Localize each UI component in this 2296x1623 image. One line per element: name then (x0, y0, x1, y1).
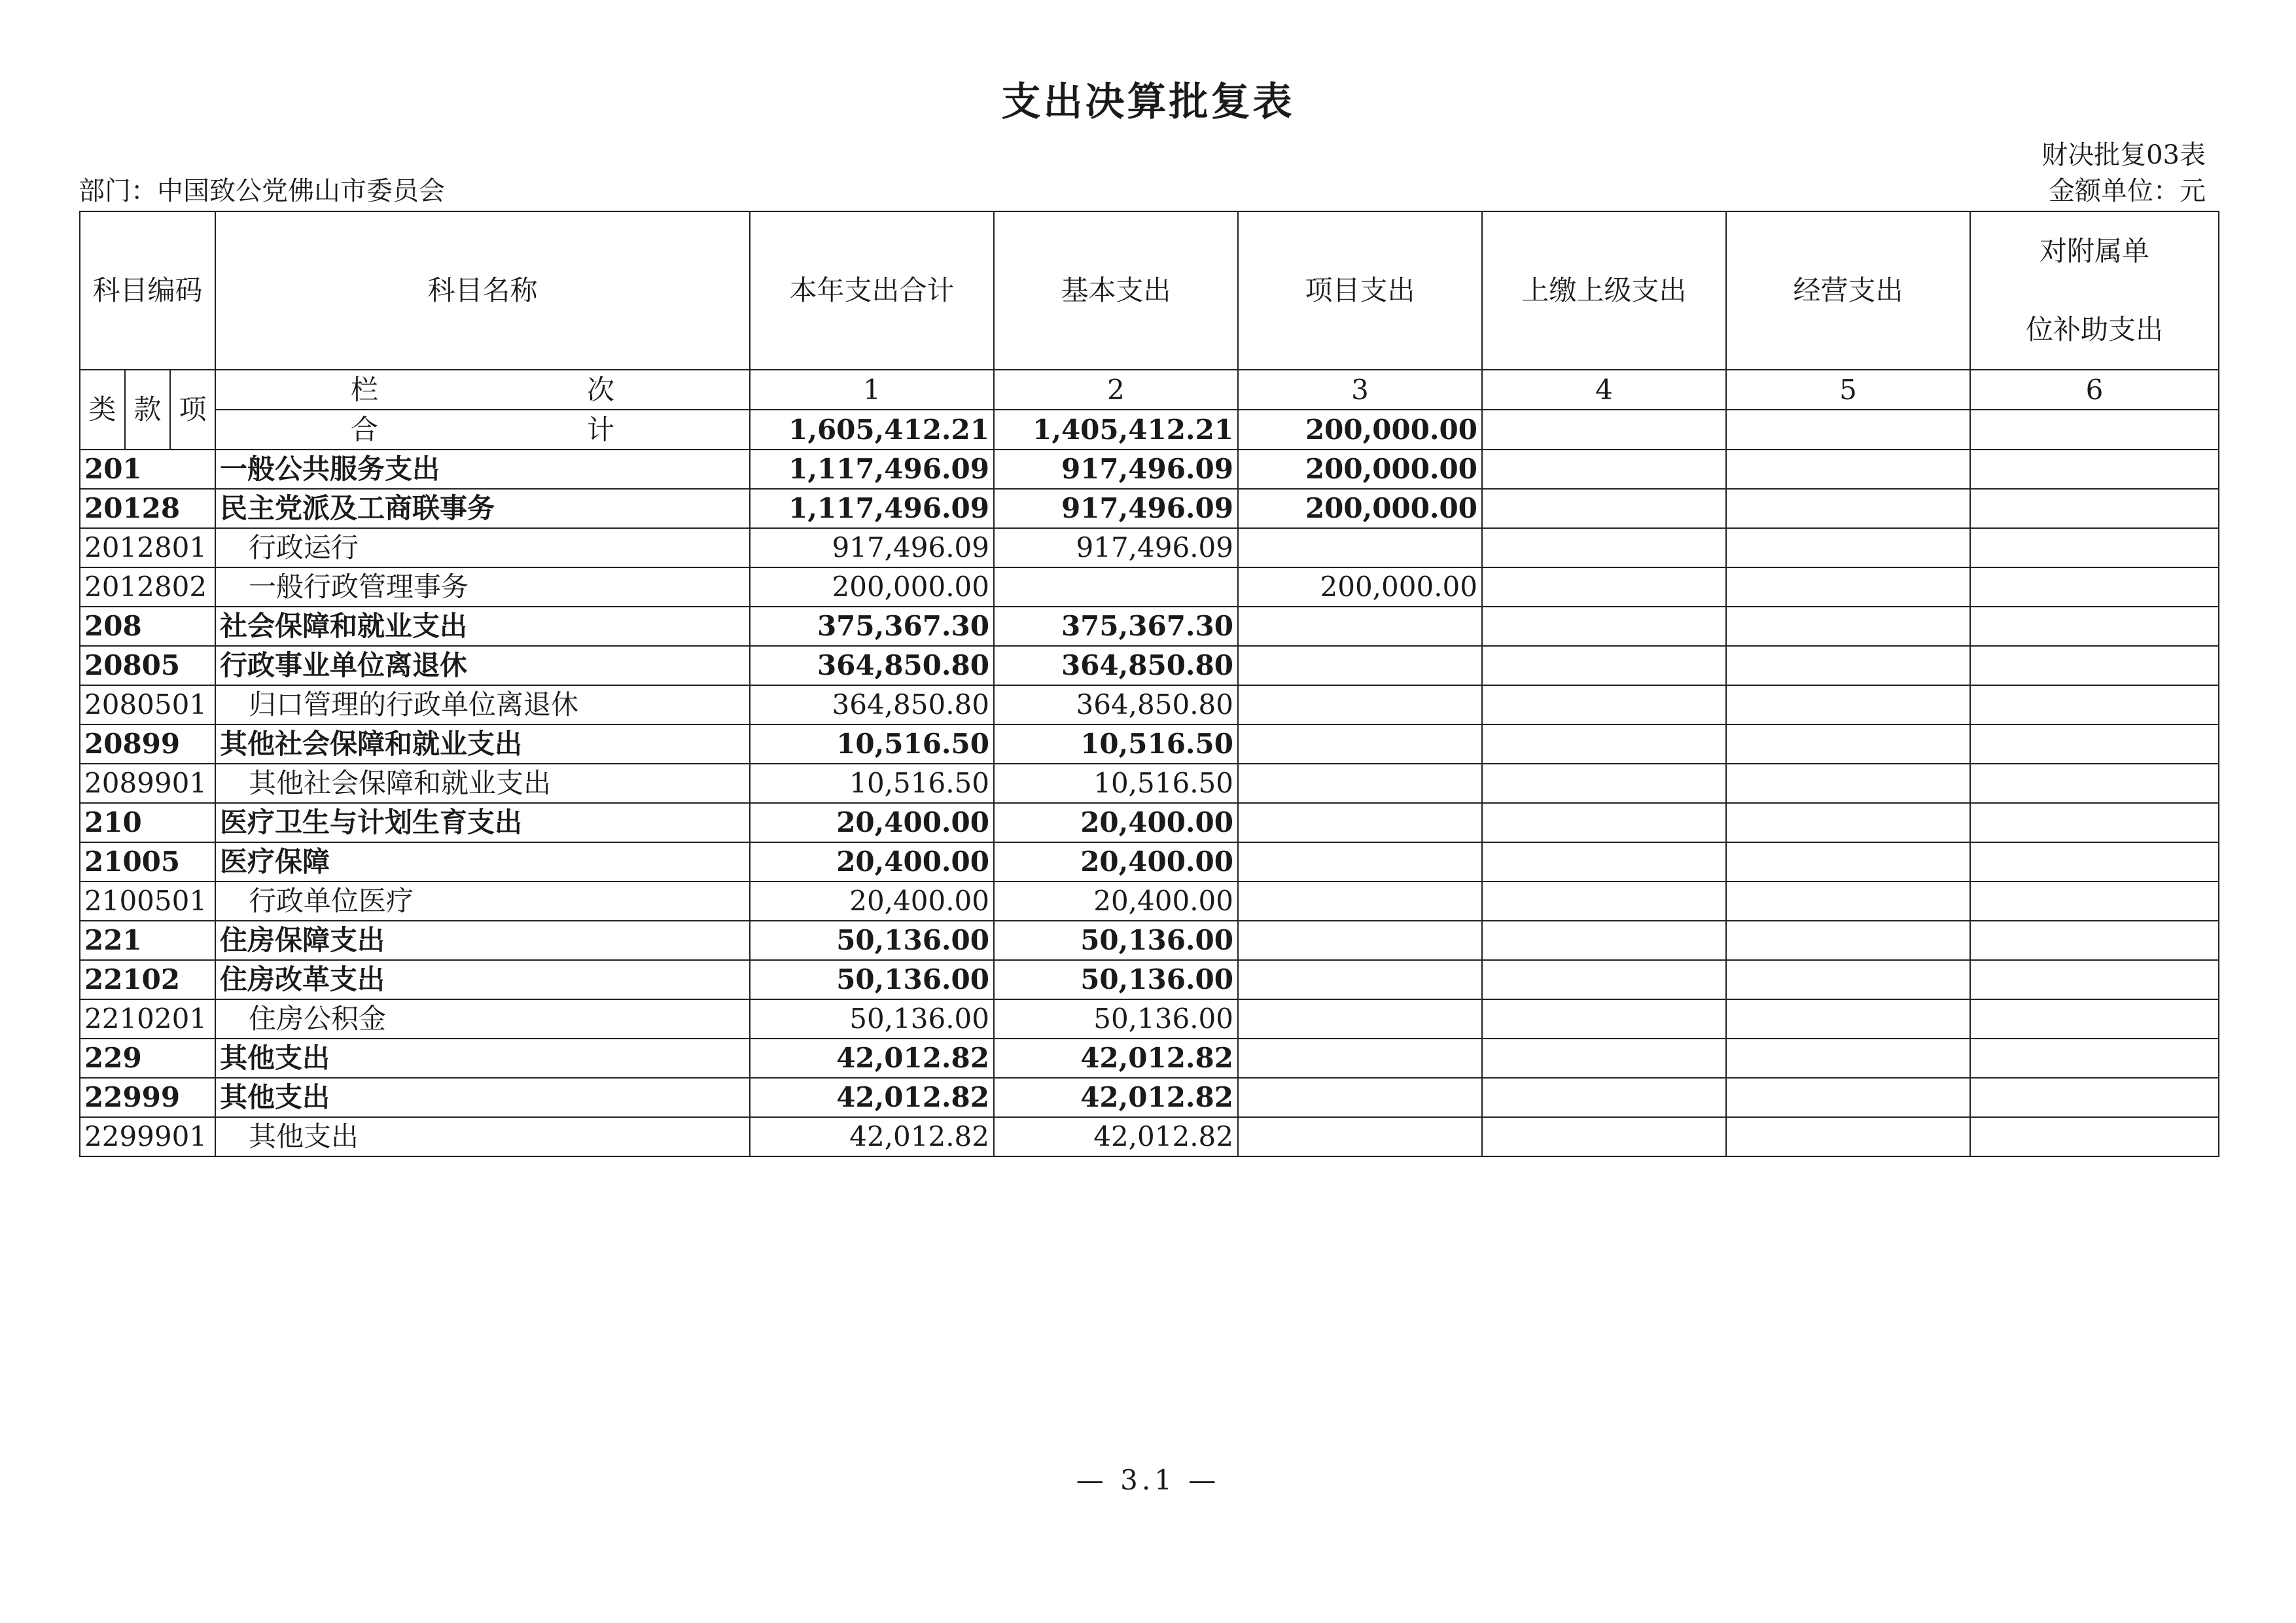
table-row (80, 1039, 2219, 1078)
row-subsidy (1970, 882, 2219, 921)
table-row (80, 764, 2219, 803)
total-business (1726, 410, 1970, 450)
row-project (1238, 960, 1482, 999)
row-total: 10,516.50 (750, 724, 994, 764)
row-upper (1482, 724, 1726, 764)
row-name: 民主党派及工商联事务 (215, 489, 750, 528)
row-code: 229 (80, 1039, 215, 1078)
table-row (80, 489, 2219, 528)
row-name: 行政事业单位离退休 (215, 646, 750, 685)
header-subsidy-line2: 位补助支出 (2025, 313, 2163, 346)
row-subsidy (1970, 764, 2219, 803)
row-upper (1482, 999, 1726, 1039)
row-subsidy (1970, 567, 2219, 607)
row-code: 2089901 (80, 764, 215, 803)
row-subsidy (1970, 528, 2219, 567)
row-project (1238, 882, 1482, 921)
total-row (80, 410, 2219, 450)
row-basic: 42,012.82 (994, 1039, 1238, 1078)
row-upper (1482, 489, 1726, 528)
row-upper (1482, 528, 1726, 567)
row-code: 20805 (80, 646, 215, 685)
row-name: 其他社会保障和就业支出 (215, 764, 750, 803)
row-business (1726, 450, 1970, 489)
table-row (80, 921, 2219, 960)
row-name: 社会保障和就业支出 (215, 607, 750, 646)
lan-label: 栏 (351, 373, 379, 406)
row-total: 364,850.80 (750, 646, 994, 685)
row-code: 22102 (80, 960, 215, 999)
row-project (1238, 842, 1482, 882)
form-number: 财决批复03表 (2041, 140, 2206, 170)
header-name: 科目名称 (215, 211, 750, 370)
row-upper (1482, 842, 1726, 882)
row-basic: 42,012.82 (994, 1078, 1238, 1117)
row-project (1238, 1078, 1482, 1117)
col-num-5: 5 (1726, 370, 1970, 410)
row-business (1726, 489, 1970, 528)
row-project (1238, 921, 1482, 960)
row-business (1726, 960, 1970, 999)
row-code: 2012801 (80, 528, 215, 567)
row-subsidy (1970, 803, 2219, 842)
table-row (80, 567, 2219, 607)
row-name: 医疗卫生与计划生育支出 (215, 803, 750, 842)
row-total: 917,496.09 (750, 528, 994, 567)
row-project (1238, 803, 1482, 842)
row-basic: 50,136.00 (994, 960, 1238, 999)
row-basic: 42,012.82 (994, 1117, 1238, 1156)
table-row (80, 1078, 2219, 1117)
row-code: 2299901 (80, 1117, 215, 1156)
row-upper (1482, 882, 1726, 921)
expenditure-table (79, 211, 2219, 1157)
row-code: 2100501 (80, 882, 215, 921)
row-subsidy (1970, 450, 2219, 489)
row-business (1726, 999, 1970, 1039)
row-business (1726, 1078, 1970, 1117)
col-num-4: 4 (1482, 370, 1726, 410)
row-subsidy (1970, 1117, 2219, 1156)
header-upper: 上缴上级支出 (1482, 211, 1726, 370)
row-basic: 364,850.80 (994, 646, 1238, 685)
row-total: 42,012.82 (750, 1039, 994, 1078)
row-name: 行政运行 (215, 528, 750, 567)
total-subsidy (1970, 410, 2219, 450)
row-business (1726, 921, 1970, 960)
table-row (80, 842, 2219, 882)
row-upper (1482, 607, 1726, 646)
row-subsidy (1970, 685, 2219, 724)
row-total: 10,516.50 (750, 764, 994, 803)
row-total: 200,000.00 (750, 567, 994, 607)
row-total: 20,400.00 (750, 803, 994, 842)
row-upper (1482, 567, 1726, 607)
row-subsidy (1970, 921, 2219, 960)
row-project (1238, 685, 1482, 724)
row-business (1726, 764, 1970, 803)
row-basic: 20,400.00 (994, 842, 1238, 882)
col-num-3: 3 (1238, 370, 1482, 410)
row-upper (1482, 646, 1726, 685)
row-name: 住房公积金 (215, 999, 750, 1039)
row-business (1726, 1117, 1970, 1156)
row-basic: 10,516.50 (994, 764, 1238, 803)
xiang-label: 项 (179, 393, 207, 425)
row-project (1238, 1039, 1482, 1078)
row-name: 归口管理的行政单位离退休 (215, 685, 750, 724)
row-basic: 364,850.80 (994, 685, 1238, 724)
row-total: 20,400.00 (750, 842, 994, 882)
header-basic: 基本支出 (994, 211, 1238, 370)
row-upper (1482, 1117, 1726, 1156)
row-total: 50,136.00 (750, 921, 994, 960)
header-total: 本年支出合计 (750, 211, 994, 370)
row-name: 其他支出 (215, 1078, 750, 1117)
total-project: 200,000.00 (1238, 410, 1482, 450)
row-project (1238, 528, 1482, 567)
total-basic: 1,405,412.21 (994, 410, 1238, 450)
row-total: 20,400.00 (750, 882, 994, 921)
lanci-label (215, 370, 750, 410)
row-project (1238, 764, 1482, 803)
row-project (1238, 646, 1482, 685)
amount-unit: 金额单位：元 (2049, 176, 2206, 206)
row-subsidy (1970, 1078, 2219, 1117)
row-total: 364,850.80 (750, 685, 994, 724)
header-project: 项目支出 (1238, 211, 1482, 370)
row-upper (1482, 803, 1726, 842)
header-subsidy-line1: 对附属单 (2039, 235, 2149, 267)
department-label: 部门：中国致公党佛山市委员会 (79, 176, 445, 206)
row-total: 50,136.00 (750, 960, 994, 999)
row-project (1238, 607, 1482, 646)
row-total: 50,136.00 (750, 999, 994, 1039)
row-upper (1482, 1039, 1726, 1078)
table-row (80, 607, 2219, 646)
total-upper (1482, 410, 1726, 450)
row-code: 201 (80, 450, 215, 489)
row-basic: 917,496.09 (994, 528, 1238, 567)
row-business (1726, 724, 1970, 764)
row-basic: 917,496.09 (994, 489, 1238, 528)
table-row (80, 685, 2219, 724)
row-total: 1,117,496.09 (750, 450, 994, 489)
table-row (80, 450, 2219, 489)
row-business (1726, 567, 1970, 607)
row-name: 医疗保障 (215, 842, 750, 882)
row-name: 住房保障支出 (215, 921, 750, 960)
row-business (1726, 685, 1970, 724)
row-name: 其他社会保障和就业支出 (215, 724, 750, 764)
row-code: 2210201 (80, 999, 215, 1039)
table-row (80, 646, 2219, 685)
page-number: — 3.1 — (1076, 1464, 1220, 1496)
row-upper (1482, 450, 1726, 489)
row-upper (1482, 764, 1726, 803)
col-num-2: 2 (994, 370, 1238, 410)
row-name: 其他支出 (215, 1117, 750, 1156)
row-total: 42,012.82 (750, 1117, 994, 1156)
row-code: 20899 (80, 724, 215, 764)
row-code: 221 (80, 921, 215, 960)
row-subsidy (1970, 999, 2219, 1039)
row-business (1726, 646, 1970, 685)
total-total: 1,605,412.21 (750, 410, 994, 450)
row-project: 200,000.00 (1238, 450, 1482, 489)
row-subsidy (1970, 960, 2219, 999)
col-num-6: 6 (1970, 370, 2219, 410)
row-project (1238, 999, 1482, 1039)
row-code: 22999 (80, 1078, 215, 1117)
row-basic: 50,136.00 (994, 921, 1238, 960)
col-num-1: 1 (750, 370, 994, 410)
row-name: 住房改革支出 (215, 960, 750, 999)
table-row (80, 1117, 2219, 1156)
row-subsidy (1970, 646, 2219, 685)
row-code: 208 (80, 607, 215, 646)
row-upper (1482, 1078, 1726, 1117)
row-subsidy (1970, 1039, 2219, 1078)
header-business: 经营支出 (1726, 211, 1970, 370)
row-total: 1,117,496.09 (750, 489, 994, 528)
row-basic: 50,136.00 (994, 999, 1238, 1039)
row-name: 其他支出 (215, 1039, 750, 1078)
row-code: 21005 (80, 842, 215, 882)
row-project (1238, 1117, 1482, 1156)
table-row (80, 882, 2219, 921)
row-basic: 917,496.09 (994, 450, 1238, 489)
row-business (1726, 607, 1970, 646)
row-project: 200,000.00 (1238, 567, 1482, 607)
row-total: 375,367.30 (750, 607, 994, 646)
row-business (1726, 528, 1970, 567)
row-name: 一般公共服务支出 (215, 450, 750, 489)
row-code: 2012802 (80, 567, 215, 607)
table-row (80, 960, 2219, 999)
lei-label: 类 (80, 370, 126, 449)
row-name: 一般行政管理事务 (215, 567, 750, 607)
row-code: 210 (80, 803, 215, 842)
row-business (1726, 803, 1970, 842)
row-name: 行政单位医疗 (215, 882, 750, 921)
data-rows (80, 450, 2219, 1156)
row-code: 2080501 (80, 685, 215, 724)
table-row (80, 724, 2219, 764)
row-upper (1482, 921, 1726, 960)
row-upper (1482, 960, 1726, 999)
row-subsidy (1970, 489, 2219, 528)
row-basic: 20,400.00 (994, 803, 1238, 842)
row-subsidy (1970, 724, 2219, 764)
row-business (1726, 1039, 1970, 1078)
category-subheader (80, 370, 215, 450)
header-code: 科目编码 (80, 211, 215, 370)
row-basic: 375,367.30 (994, 607, 1238, 646)
table-row (80, 999, 2219, 1039)
page-title: 支出决算批复表 (1001, 79, 1295, 125)
header-row (80, 211, 2219, 370)
ci-label: 次 (586, 373, 614, 406)
row-basic: 10,516.50 (994, 724, 1238, 764)
row-basic (994, 567, 1238, 607)
table-row (80, 803, 2219, 842)
table-row (80, 528, 2219, 567)
row-subsidy (1970, 842, 2219, 882)
row-subsidy (1970, 607, 2219, 646)
he-label: 合 (351, 413, 379, 446)
header-subsidy (1970, 211, 2219, 370)
kuan-label: 款 (126, 370, 171, 449)
column-number-row (80, 370, 2219, 410)
row-project: 200,000.00 (1238, 489, 1482, 528)
row-total: 42,012.82 (750, 1078, 994, 1117)
row-upper (1482, 685, 1726, 724)
ji-label: 计 (586, 413, 614, 446)
row-basic: 20,400.00 (994, 882, 1238, 921)
row-project (1238, 724, 1482, 764)
row-code: 20128 (80, 489, 215, 528)
row-business (1726, 882, 1970, 921)
row-business (1726, 842, 1970, 882)
total-label (215, 410, 750, 450)
